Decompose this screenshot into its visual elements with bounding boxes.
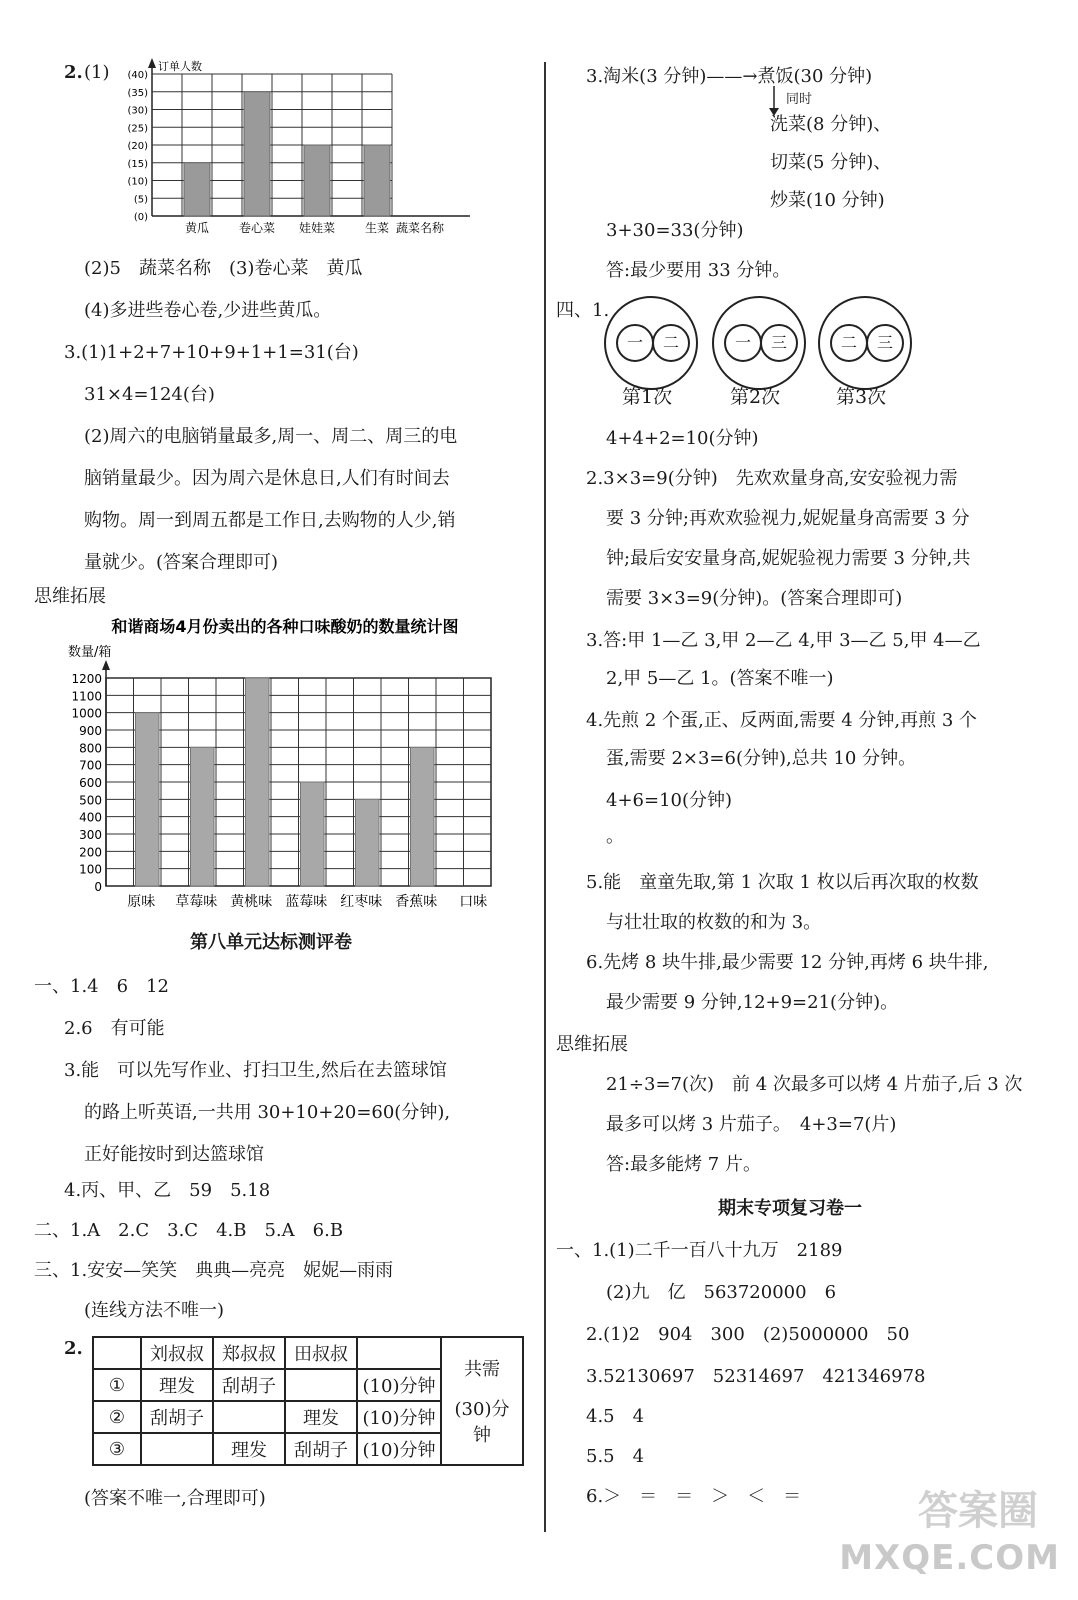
bar <box>244 92 270 216</box>
r3-line-a: 3.淘米(3 分钟)——→煮饭(30 分钟) <box>586 66 873 87</box>
y-axis-arrow <box>102 660 110 670</box>
y-tick-label: (25) <box>127 123 148 135</box>
s4-label: 四、1. <box>556 300 610 321</box>
s4-1b: 4+4+2=10(分钟) <box>606 428 759 449</box>
thinking-b: 最多可以烤 3 片茄子。 4+3=7(片) <box>606 1114 897 1135</box>
bar <box>246 678 270 886</box>
thinking-a: 21÷3=7(次) 前 4 次最多可以烤 4 片茄子,后 3 次 <box>606 1074 1023 1095</box>
x-tick-label: 卷心菜 <box>238 221 276 235</box>
table-cell: 刮胡子 <box>285 1433 357 1465</box>
table-total-cell <box>441 1337 523 1465</box>
s4-4b: 蛋,需要 2×3=6(分钟),总共 10 分钟。 <box>606 748 917 769</box>
s1-line1: 一、1.4 6 12 <box>34 976 169 997</box>
y-tick-label: 1000 <box>71 706 102 721</box>
q3-line5: 购物。周一到周五都是工作日,去购物的人少,销 <box>84 510 456 531</box>
s3-line1: 三、1.安安—笑笑 典典—亮亮 妮妮—雨雨 <box>34 1260 394 1281</box>
q3-line1: 3.(1)1+2+7+10+9+1+1=31(台) <box>64 342 359 363</box>
y-tick-label: 1200 <box>71 672 102 686</box>
bar <box>364 145 390 216</box>
s4-4a: 4.先煎 2 个蛋,正、反两面,需要 4 分钟,再煎 3 个 <box>586 710 978 731</box>
s4-2d: 需要 3×3=9(分钟)。(答案合理即可) <box>606 588 903 609</box>
r3-line-f: 答:最少要用 33 分钟。 <box>606 260 791 281</box>
q2-sub1: (1) <box>84 62 110 83</box>
r3-line-d: 炒菜(10 分钟) <box>770 190 885 211</box>
table-total-b: (30)分钟 <box>454 1399 510 1446</box>
y-tick-label: (15) <box>127 158 148 170</box>
r3-line-b: 洗菜(8 分钟)、 <box>770 114 892 135</box>
yogurt-sales-chart <box>60 612 510 912</box>
y-axis-arrow <box>148 58 156 68</box>
y-tick-label: 500 <box>79 793 102 808</box>
table-cell: ② <box>93 1401 141 1433</box>
table-header-cell: 刘叔叔 <box>141 1337 213 1369</box>
table-cell <box>213 1401 285 1433</box>
x-axis-label: 口味 <box>459 894 488 910</box>
bar <box>304 145 330 216</box>
column-divider <box>544 62 546 1532</box>
x-tick-label: 香蕉味 <box>395 894 438 910</box>
r3-line-e: 3+30=33(分钟) <box>606 220 744 241</box>
y-tick-label: 100 <box>79 862 102 877</box>
table-cell: ① <box>93 1369 141 1401</box>
table-cell: (10)分钟 <box>357 1433 441 1465</box>
r3-line-c: 切菜(5 分钟)、 <box>770 152 892 173</box>
cake-icon: 二 <box>652 324 690 362</box>
y-tick-label: 0 <box>94 880 102 894</box>
cake-icon: 三 <box>760 324 798 362</box>
y-tick-label: (35) <box>127 87 148 99</box>
pan-3-label: 第3次 <box>836 386 887 408</box>
schedule-table <box>92 1336 524 1466</box>
unit8-title: 第八单元达标测评卷 <box>190 932 352 953</box>
pan-2 <box>712 296 806 390</box>
pan-1 <box>604 296 698 390</box>
pan-1-label: 第1次 <box>622 386 673 408</box>
s1-line3a: 3.能 可以先写作业、打扫卫生,然后在去篮球馆 <box>64 1060 447 1081</box>
s4-4c: 4+6=10(分钟) <box>606 790 733 811</box>
table-cell: 理发 <box>141 1369 213 1401</box>
table-header-cell: 田叔叔 <box>285 1337 357 1369</box>
q3-line2: 31×4=124(台) <box>84 384 215 405</box>
table-total-a: 共需 <box>464 1359 500 1380</box>
table-note: (答案不唯一,合理即可) <box>84 1488 266 1509</box>
table-cell: 刮胡子 <box>141 1401 213 1433</box>
s4-6a: 6.先烤 8 块牛排,最少需要 12 分钟,再烤 6 块牛排, <box>586 952 989 973</box>
x-tick-label: 黄桃味 <box>230 894 273 910</box>
s4-2a: 2.3×3=9(分钟) 先欢欢量身高,安安验视力需 <box>586 468 958 489</box>
q3-line3: (2)周六的电脑销量最多,周一、周二、周三的电 <box>84 426 458 447</box>
x-tick-label: 蓝莓味 <box>285 894 328 910</box>
x-axis-label: 蔬菜名称 <box>396 221 445 235</box>
table-cell: (10)分钟 <box>357 1401 441 1433</box>
s4-2c: 钟;最后安安量身高,妮妮验视力需要 3 分钟,共 <box>606 548 971 569</box>
y-axis-label: 数量/箱 <box>68 645 112 660</box>
s4-5a: 5.能 童童先取,第 1 次取 1 枚以后再次取的枚数 <box>586 872 979 893</box>
s3-line2-label: 2. <box>64 1338 83 1359</box>
table-header-cell <box>93 1337 141 1369</box>
y-axis-label: 订单人数 <box>158 60 202 73</box>
bar <box>136 713 160 886</box>
q2-label: 2. <box>64 62 83 83</box>
s4-4d: 。 <box>606 826 624 847</box>
s2-line: 二、1.A 2.C 3.C 4.B 5.A 6.B <box>34 1220 344 1241</box>
s1-line4: 4.丙、甲、乙 59 5.18 <box>64 1180 271 1201</box>
cake-icon: 一 <box>724 324 762 362</box>
bar <box>411 747 435 886</box>
x-tick-label: 娃娃菜 <box>298 221 336 235</box>
bar <box>191 747 215 886</box>
bar <box>301 782 325 886</box>
cake-icon: 一 <box>616 324 654 362</box>
final-3: 3.52130697 52314697 421346978 <box>586 1366 926 1387</box>
thinking-heading-right: 思维拓展 <box>556 1034 628 1055</box>
s4-6b: 最少需要 9 分钟,12+9=21(分钟)。 <box>606 992 899 1013</box>
y-tick-label: 900 <box>79 724 102 738</box>
table-cell <box>141 1433 213 1465</box>
y-tick-label: 1100 <box>71 689 102 704</box>
final-1: 一、1.(1)二千一百八十九万 2189 <box>556 1240 843 1261</box>
cake-icon: 二 <box>830 324 868 362</box>
x-tick-label: 生菜 <box>364 221 390 235</box>
x-tick-label: 红枣味 <box>340 894 383 910</box>
pan-2-label: 第2次 <box>730 386 781 408</box>
y-tick-label: 300 <box>79 828 102 842</box>
watermark-url: MXQE.COM <box>839 1538 1060 1578</box>
x-tick-label: 原味 <box>127 894 156 910</box>
chart-title: 和谐商场4月份卖出的各种口味酸奶的数量统计图 <box>111 617 459 636</box>
table-cell: 理发 <box>285 1401 357 1433</box>
pan-3 <box>818 296 912 390</box>
y-tick-label: (0) <box>133 212 148 223</box>
watermark-logo: 答案圈 <box>918 1488 1038 1534</box>
y-tick-label: (20) <box>127 141 148 152</box>
vegetable-orders-chart <box>108 56 478 242</box>
q2-line2: (2)5 蔬菜名称 (3)卷心菜 黄瓜 <box>84 258 363 279</box>
y-tick-label: 800 <box>79 741 102 756</box>
y-tick-label: 200 <box>79 845 102 860</box>
table-cell: 理发 <box>213 1433 285 1465</box>
s4-3b: 2,甲 5—乙 1。(答案不唯一) <box>606 668 834 689</box>
s1-line3b: 的路上听英语,一共用 30+10+20=60(分钟), <box>84 1102 451 1123</box>
thinking-heading-left: 思维拓展 <box>34 586 106 607</box>
x-tick-label: 黄瓜 <box>184 221 210 235</box>
y-tick-label: 600 <box>79 776 102 790</box>
y-tick-label: (10) <box>127 176 148 188</box>
same-time-label: 同时 <box>786 92 813 107</box>
final-4: 4.5 4 <box>586 1406 645 1427</box>
final-review-title: 期末专项复习卷一 <box>718 1198 862 1219</box>
y-tick-label: 700 <box>79 758 102 773</box>
q3-line4: 脑销量最少。因为周六是休息日,人们有时间去 <box>84 468 450 489</box>
y-tick-label: (40) <box>127 70 148 81</box>
table-header-cell: 郑叔叔 <box>213 1337 285 1369</box>
x-tick-label: 草莓味 <box>175 894 218 910</box>
s4-5b: 与壮壮取的枚数的和为 3。 <box>606 912 822 933</box>
s1-line2: 2.6 有可能 <box>64 1018 165 1039</box>
table-cell <box>285 1369 357 1401</box>
s4-3a: 3.答:甲 1—乙 3,甲 2—乙 4,甲 3—乙 5,甲 4—乙 <box>586 630 981 651</box>
table-cell: (10)分钟 <box>357 1369 441 1401</box>
final-6: 6.＞ ＝ ＝ ＞ ＜ ＝ <box>586 1486 802 1507</box>
s4-2b: 要 3 分钟;再欢欢验视力,妮妮量身高需要 3 分 <box>606 508 970 529</box>
y-tick-label: (30) <box>127 105 148 117</box>
bar <box>184 163 210 216</box>
s1-line3c: 正好能按时到达篮球馆 <box>84 1144 264 1165</box>
q2-line3: (4)多进些卷心卷,少进些黄瓜。 <box>84 300 332 321</box>
y-tick-label: 400 <box>79 810 102 825</box>
q3-line6: 量就少。(答案合理即可) <box>84 552 279 573</box>
thinking-c: 答:最多能烤 7 片。 <box>606 1154 761 1175</box>
bar <box>356 799 380 886</box>
final-2: 2.(1)2 904 300 (2)5000000 50 <box>586 1324 910 1345</box>
final-1b: (2)九 亿 563720000 6 <box>606 1282 837 1303</box>
table-header-cell <box>357 1337 441 1369</box>
cake-icon: 三 <box>866 324 904 362</box>
table-cell: 刮胡子 <box>213 1369 285 1401</box>
y-tick-label: (5) <box>133 194 148 206</box>
final-5: 5.5 4 <box>586 1446 645 1467</box>
table-cell: ③ <box>93 1433 141 1465</box>
s3-line1b: (连线方法不唯一) <box>84 1300 225 1321</box>
